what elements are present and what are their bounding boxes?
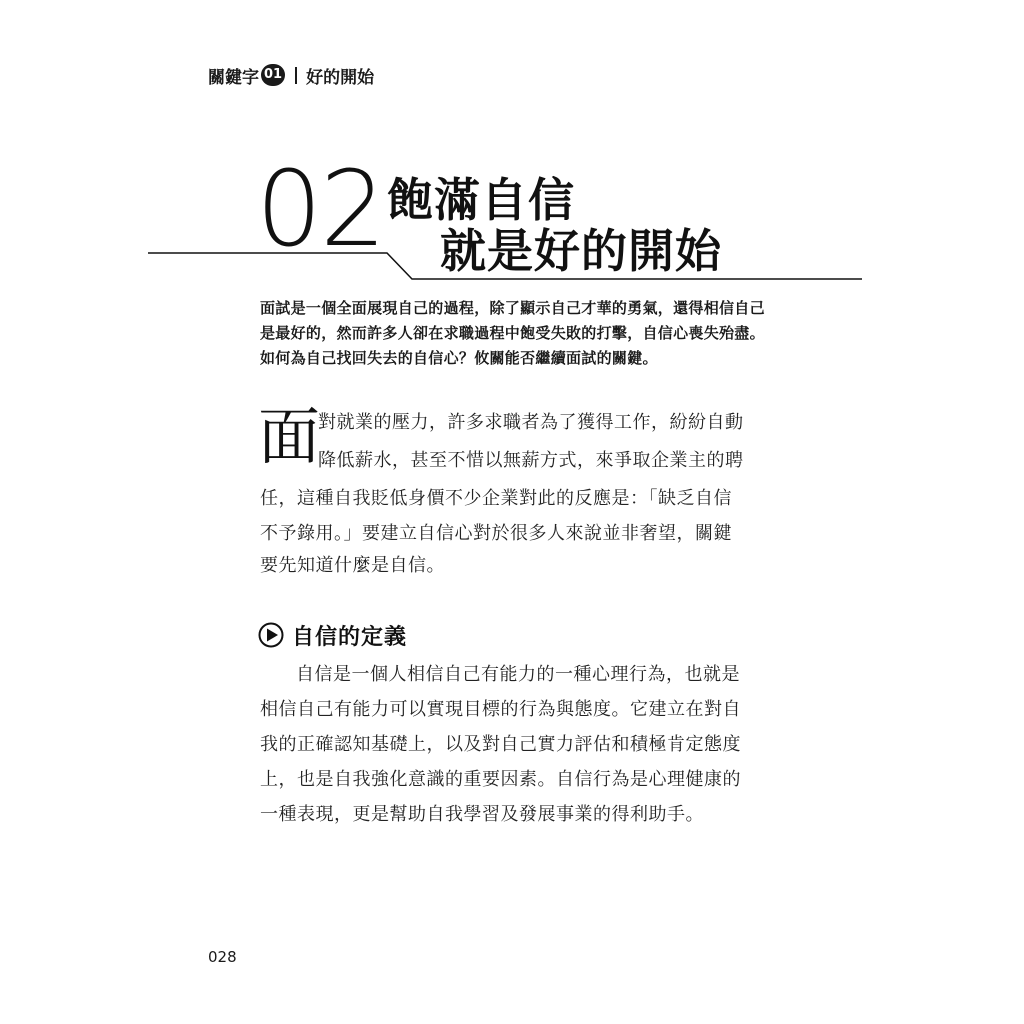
keyword-label: 關鍵字: [208, 67, 259, 88]
keyword-number-badge: 01: [261, 64, 285, 86]
page-number: 028: [208, 948, 237, 966]
body-line: 一種表現，更是幫助自我學習及發展事業的得利助手。: [260, 804, 704, 825]
drop-cap: 面: [258, 400, 321, 473]
section-title: 自信的定義: [292, 624, 408, 650]
section-heading: [258, 620, 407, 650]
body-line: 降低薪水，甚至不惜以無薪方式，來爭取企業主的聘: [318, 450, 744, 471]
section-label: 好的開始: [306, 67, 375, 88]
play-icon: [258, 622, 284, 648]
lead-paragraph: 面試是一個全面展現自己的過程，除了顯示自己才華的勇氣，還得相信自己是最好的，然而許多人卻在求職過程中飽受失敗的打擊，自信心喪失殆盡。如何為自己找回失去的自信心？攸關能否繼續面試的關鍵。: [260, 299, 765, 367]
chapter-title-line-2: 就是好的開始: [440, 224, 722, 278]
body-line: 任，這種自我貶低身價不少企業對此的反應是：「缺乏自信: [260, 488, 732, 509]
chapter-title-line-1: 飽滿自信: [387, 173, 575, 227]
body-line: 不予錄用。」要建立自信心對於很多人來說並非奢望，關鍵: [260, 523, 732, 544]
body-line: 相信自己有能力可以實現目標的行為與態度。它建立在對自: [260, 699, 741, 720]
body-line: 我的正確認知基礎上，以及對自己實力評估和積極肯定態度: [260, 734, 741, 755]
body-line: 上，也是自我強化意識的重要因素。自信行為是心理健康的: [260, 769, 741, 790]
body-line: 自信是一個人相信自己有能力的一種心理行為，也就是: [296, 664, 740, 685]
chapter-rule: [0, 0, 1024, 300]
body-line: 要先知道什麼是自信。: [260, 555, 445, 576]
chapter-number: 02: [256, 148, 385, 270]
body-line: 對就業的壓力，許多求職者為了獲得工作，紛紛自動: [318, 412, 744, 433]
